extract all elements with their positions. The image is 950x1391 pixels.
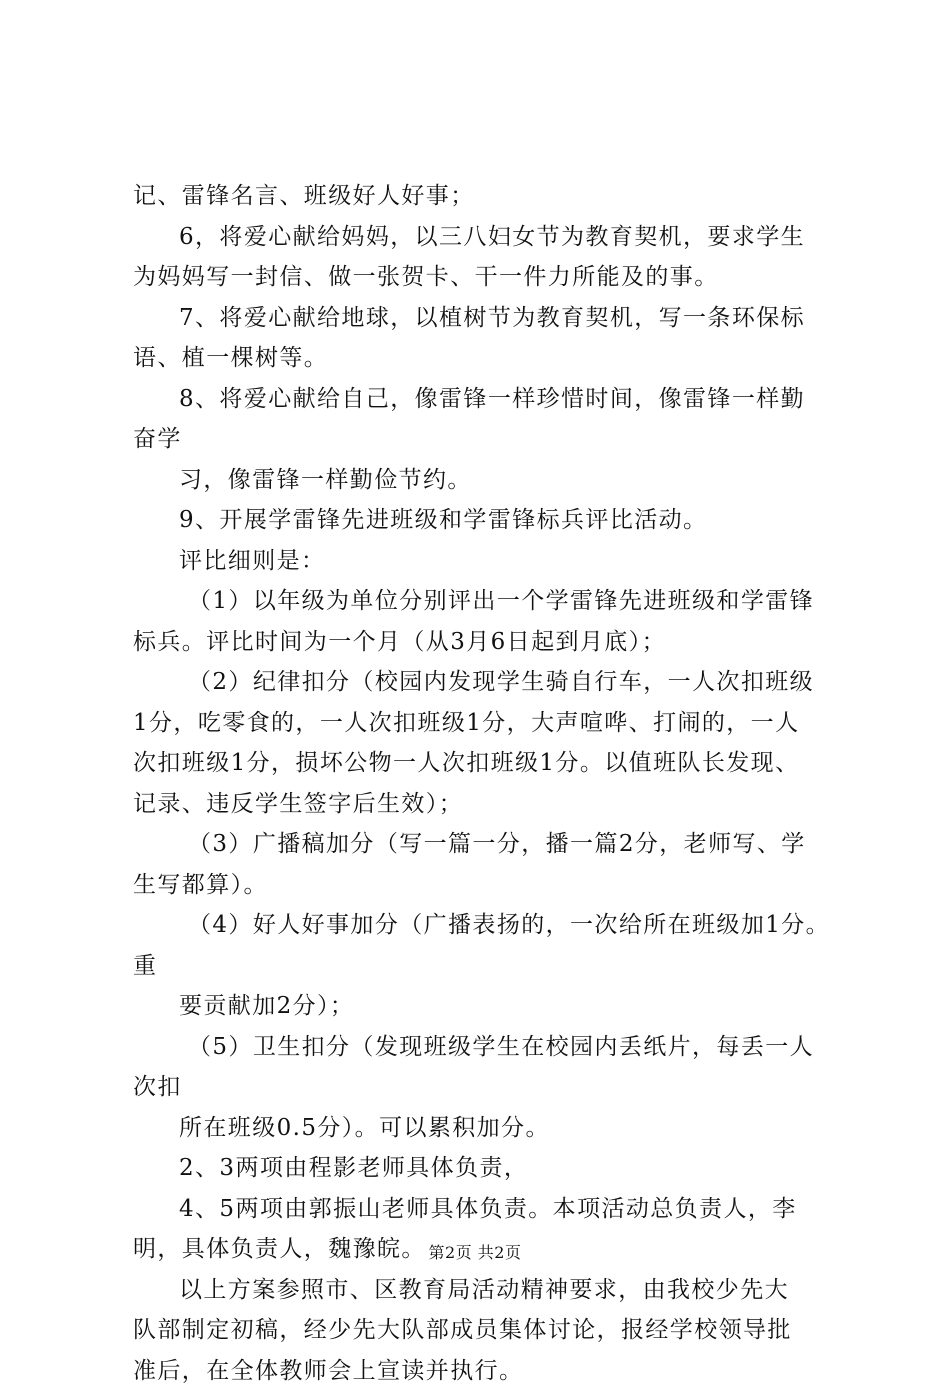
text-line: 重 [133,946,833,987]
text-line: （5）卫生扣分（发现班级学生在校园内丢纸片，每丢一人 [133,1027,833,1068]
text-line: （4）好人好事加分（广播表扬的，一次给所在班级加1分。 [133,905,833,946]
text-line: 队部制定初稿，经少先大队部成员集体讨论，报经学校领导批 [133,1310,833,1351]
text-line: 生写都算）。 [133,865,833,906]
text-line: 8、将爱心献给自己，像雷锋一样珍惜时间，像雷锋一样勤 [133,379,833,420]
text-line: 4、5两项由郭振山老师具体负责。本项活动总负责人，李 [133,1189,833,1230]
text-line: 7、将爱心献给地球，以植树节为教育契机，写一条环保标 [133,298,833,339]
text-line: 2、3两项由程影老师具体负责， [133,1148,833,1189]
text-line: （3）广播稿加分（写一篇一分，播一篇2分，老师写、学 [133,824,833,865]
document-body [133,176,833,1391]
text-line: （2）纪律扣分（校园内发现学生骑自行车，一人次扣班级 [133,662,833,703]
text-line: 明，具体负责人，魏豫皖。 [133,1229,833,1270]
text-line: 记、雷锋名言、班级好人好事； [133,176,833,217]
text-line: 9、开展学雷锋先进班级和学雷锋标兵评比活动。 [133,500,833,541]
text-line: 语、植一棵树等。 [133,338,833,379]
text-line: 习，像雷锋一样勤俭节约。 [133,460,833,501]
text-line: 1分，吃零食的，一人次扣班级1分，大声喧哗、打闹的，一人 [133,703,833,744]
text-line: 为妈妈写一封信、做一张贺卡、干一件力所能及的事。 [133,257,833,298]
text-line: 次扣班级1分，损坏公物一人次扣班级1分。以值班队长发现、 [133,743,833,784]
text-line: 评比细则是： [133,541,833,582]
text-line: 标兵。评比时间为一个月（从3月6日起到月底）； [133,622,833,663]
page-number: 第2页 共2页 [429,1243,522,1262]
text-line: 要贡献加2分）； [133,986,833,1027]
text-line: 奋学 [133,419,833,460]
text-line: 所在班级0.5分）。可以累积加分。 [133,1108,833,1149]
text-line: （1）以年级为单位分别评出一个学雷锋先进班级和学雷锋 [133,581,833,622]
text-line: 次扣 [133,1067,833,1108]
text-line: 记录、违反学生签字后生效）； [133,784,833,825]
page-footer [0,1243,950,1263]
text-line: 准后，在全体教师会上宣读并执行。 [133,1351,833,1391]
text-line: 6，将爱心献给妈妈，以三八妇女节为教育契机，要求学生 [133,217,833,258]
text-line: 以上方案参照市、区教育局活动精神要求，由我校少先大 [133,1270,833,1311]
